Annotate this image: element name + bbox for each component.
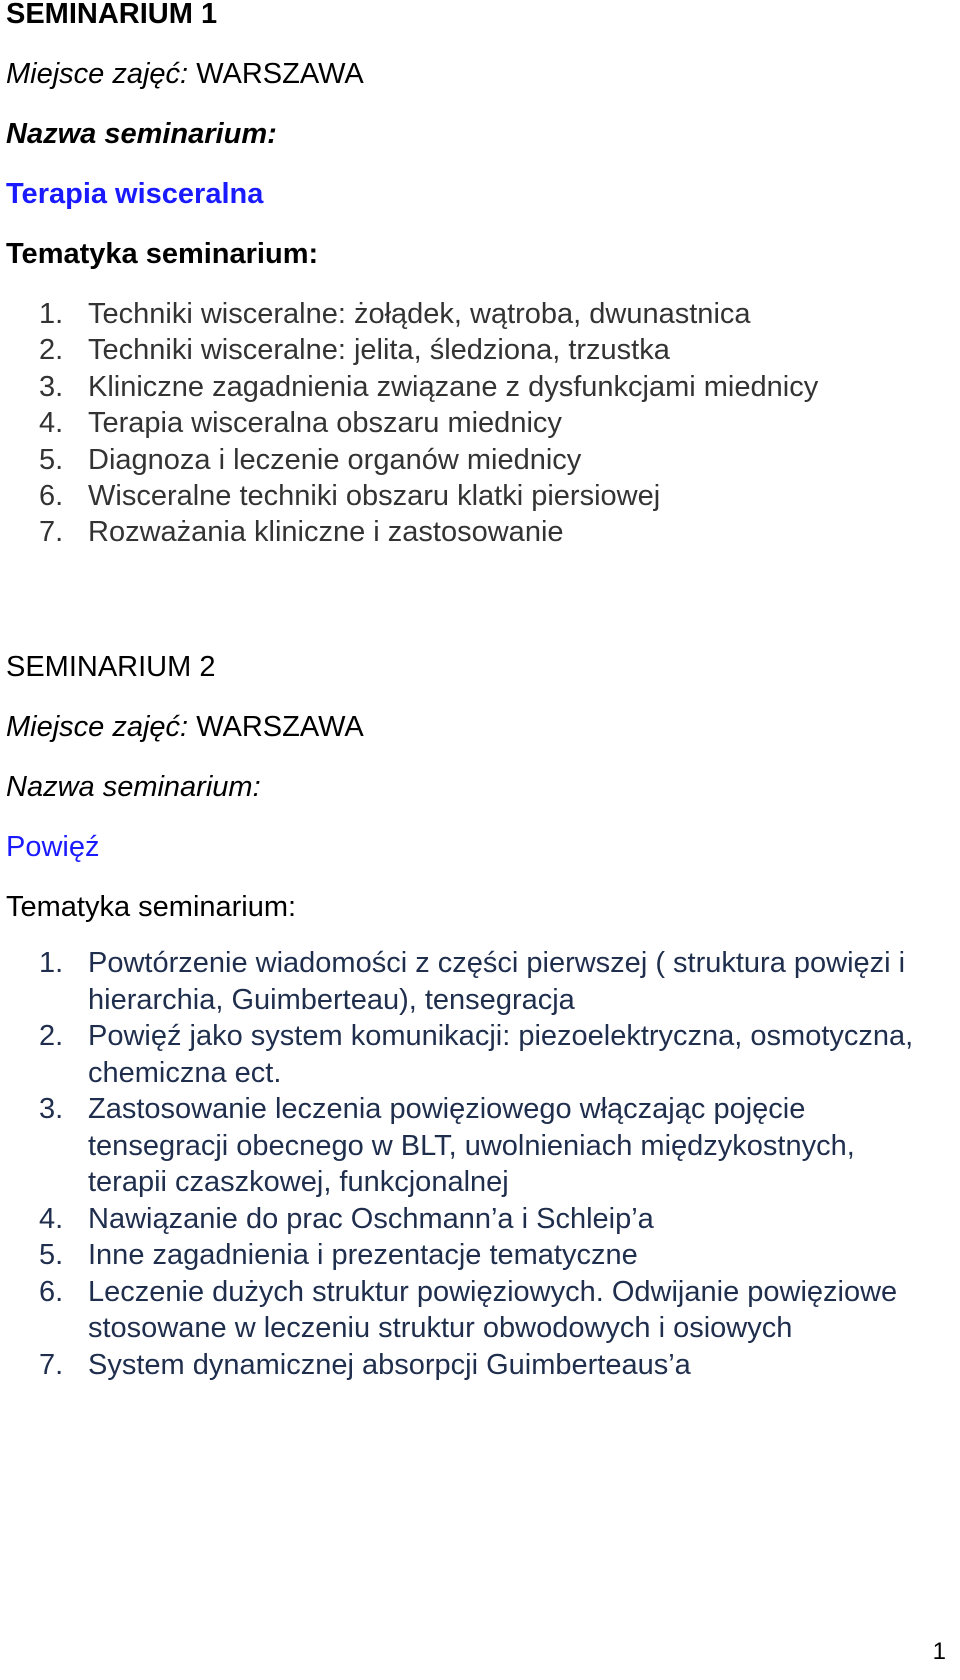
page-number: 1 (932, 1638, 946, 1665)
list-item-text: System dynamicznej absorpcji Guimberteaus’a (88, 1348, 691, 1381)
seminar-1-title: Terapia wisceralna (6, 178, 264, 210)
list-item (6, 1201, 946, 1238)
list-item-text: Nawiązanie do prac Oschmann’a i Schleip’a (88, 1202, 654, 1235)
list-item-number: 4. (39, 407, 64, 440)
list-item (6, 945, 946, 1018)
list-item-number: 6. (39, 1275, 64, 1308)
place-label: Miejsce zajęć: (6, 711, 189, 743)
list-item-text: Techniki wisceralne: żołądek, wątroba, dwunastnica (88, 298, 751, 330)
list-item-text: Powięź jako system komunikacji: piezoelektryczna, osmotyczna, chemiczna ect. (88, 1020, 914, 1089)
list-item (6, 296, 946, 332)
seminar-1-section (6, 0, 946, 551)
list-item (6, 1091, 946, 1201)
seminar-2-title: Powięź (6, 831, 100, 863)
place-value: WARSZAWA (196, 58, 364, 90)
list-item-number: 5. (39, 1239, 64, 1271)
list-item-text: Diagnoza i leczenie organów miednicy (88, 443, 582, 476)
list-item-number: 3. (39, 370, 64, 403)
seminar-1-name-label: Nazwa seminarium: (6, 118, 277, 150)
list-item (6, 1347, 946, 1384)
seminar-2-place (6, 711, 946, 743)
seminar-1-heading: SEMINARIUM 1 (6, 0, 218, 30)
seminar-1-topics-list (6, 296, 946, 551)
seminar-1-place (6, 58, 946, 90)
seminar-2-heading: SEMINARIUM 2 (6, 651, 216, 683)
list-item (6, 1237, 946, 1274)
list-item (6, 332, 946, 368)
list-item-number: 1. (39, 298, 64, 330)
list-item-text: Inne zagadnienia i prezentacje tematyczne (88, 1239, 638, 1271)
list-item-text: Terapia wisceralna obszaru miednicy (88, 407, 562, 440)
list-item (6, 1274, 946, 1347)
list-item-number: 7. (39, 516, 64, 549)
list-item (6, 478, 946, 514)
list-item-number: 6. (39, 480, 64, 513)
list-item (6, 405, 946, 441)
list-item-number: 5. (39, 443, 64, 476)
seminar-2-name-label: Nazwa seminarium: (6, 771, 261, 803)
list-item (6, 369, 946, 405)
list-item-text: Rozważania kliniczne i zastosowanie (88, 516, 564, 549)
list-item-number: 7. (39, 1348, 64, 1381)
list-item-text: Kliniczne zagadnienia związane z dysfunkcjami miednicy (88, 370, 819, 403)
seminar-2-section (6, 651, 946, 1383)
list-item-text: Wisceralne techniki obszaru klatki piersiowej (88, 480, 661, 513)
list-item-text: Techniki wisceralne: jelita, śledziona, trzustka (88, 334, 670, 367)
seminar-1-topics-label: Tematyka seminarium: (6, 238, 319, 270)
list-item-text: Powtórzenie wiadomości z części pierwszej ( struktura powięzi i hierarchia, Guimberteau), tensegracja (88, 947, 906, 1016)
list-item-number: 4. (39, 1202, 64, 1235)
seminar-2-topics-list (6, 945, 946, 1383)
list-item (6, 1018, 946, 1091)
list-item-number: 1. (39, 947, 64, 979)
place-value: WARSZAWA (196, 711, 364, 743)
place-label: Miejsce zajęć: (6, 58, 189, 90)
list-item-text: Zastosowanie leczenia powięziowego włączając pojęcie tensegracji obecnego w BLT, uwolnieniach międzykostnych, terapii czaszkowej, funkcjonalnej (88, 1093, 855, 1198)
seminar-2-topics-label: Tematyka seminarium: (6, 891, 297, 923)
list-item (6, 514, 946, 550)
list-item-text: Leczenie dużych struktur powięziowych. Odwijanie powięziowe stosowane w leczeniu struktur obwodowych i osiowych (88, 1275, 898, 1344)
list-item-number: 3. (39, 1093, 64, 1125)
list-item-number: 2. (39, 334, 64, 367)
list-item-number: 2. (39, 1020, 64, 1052)
list-item (6, 442, 946, 478)
